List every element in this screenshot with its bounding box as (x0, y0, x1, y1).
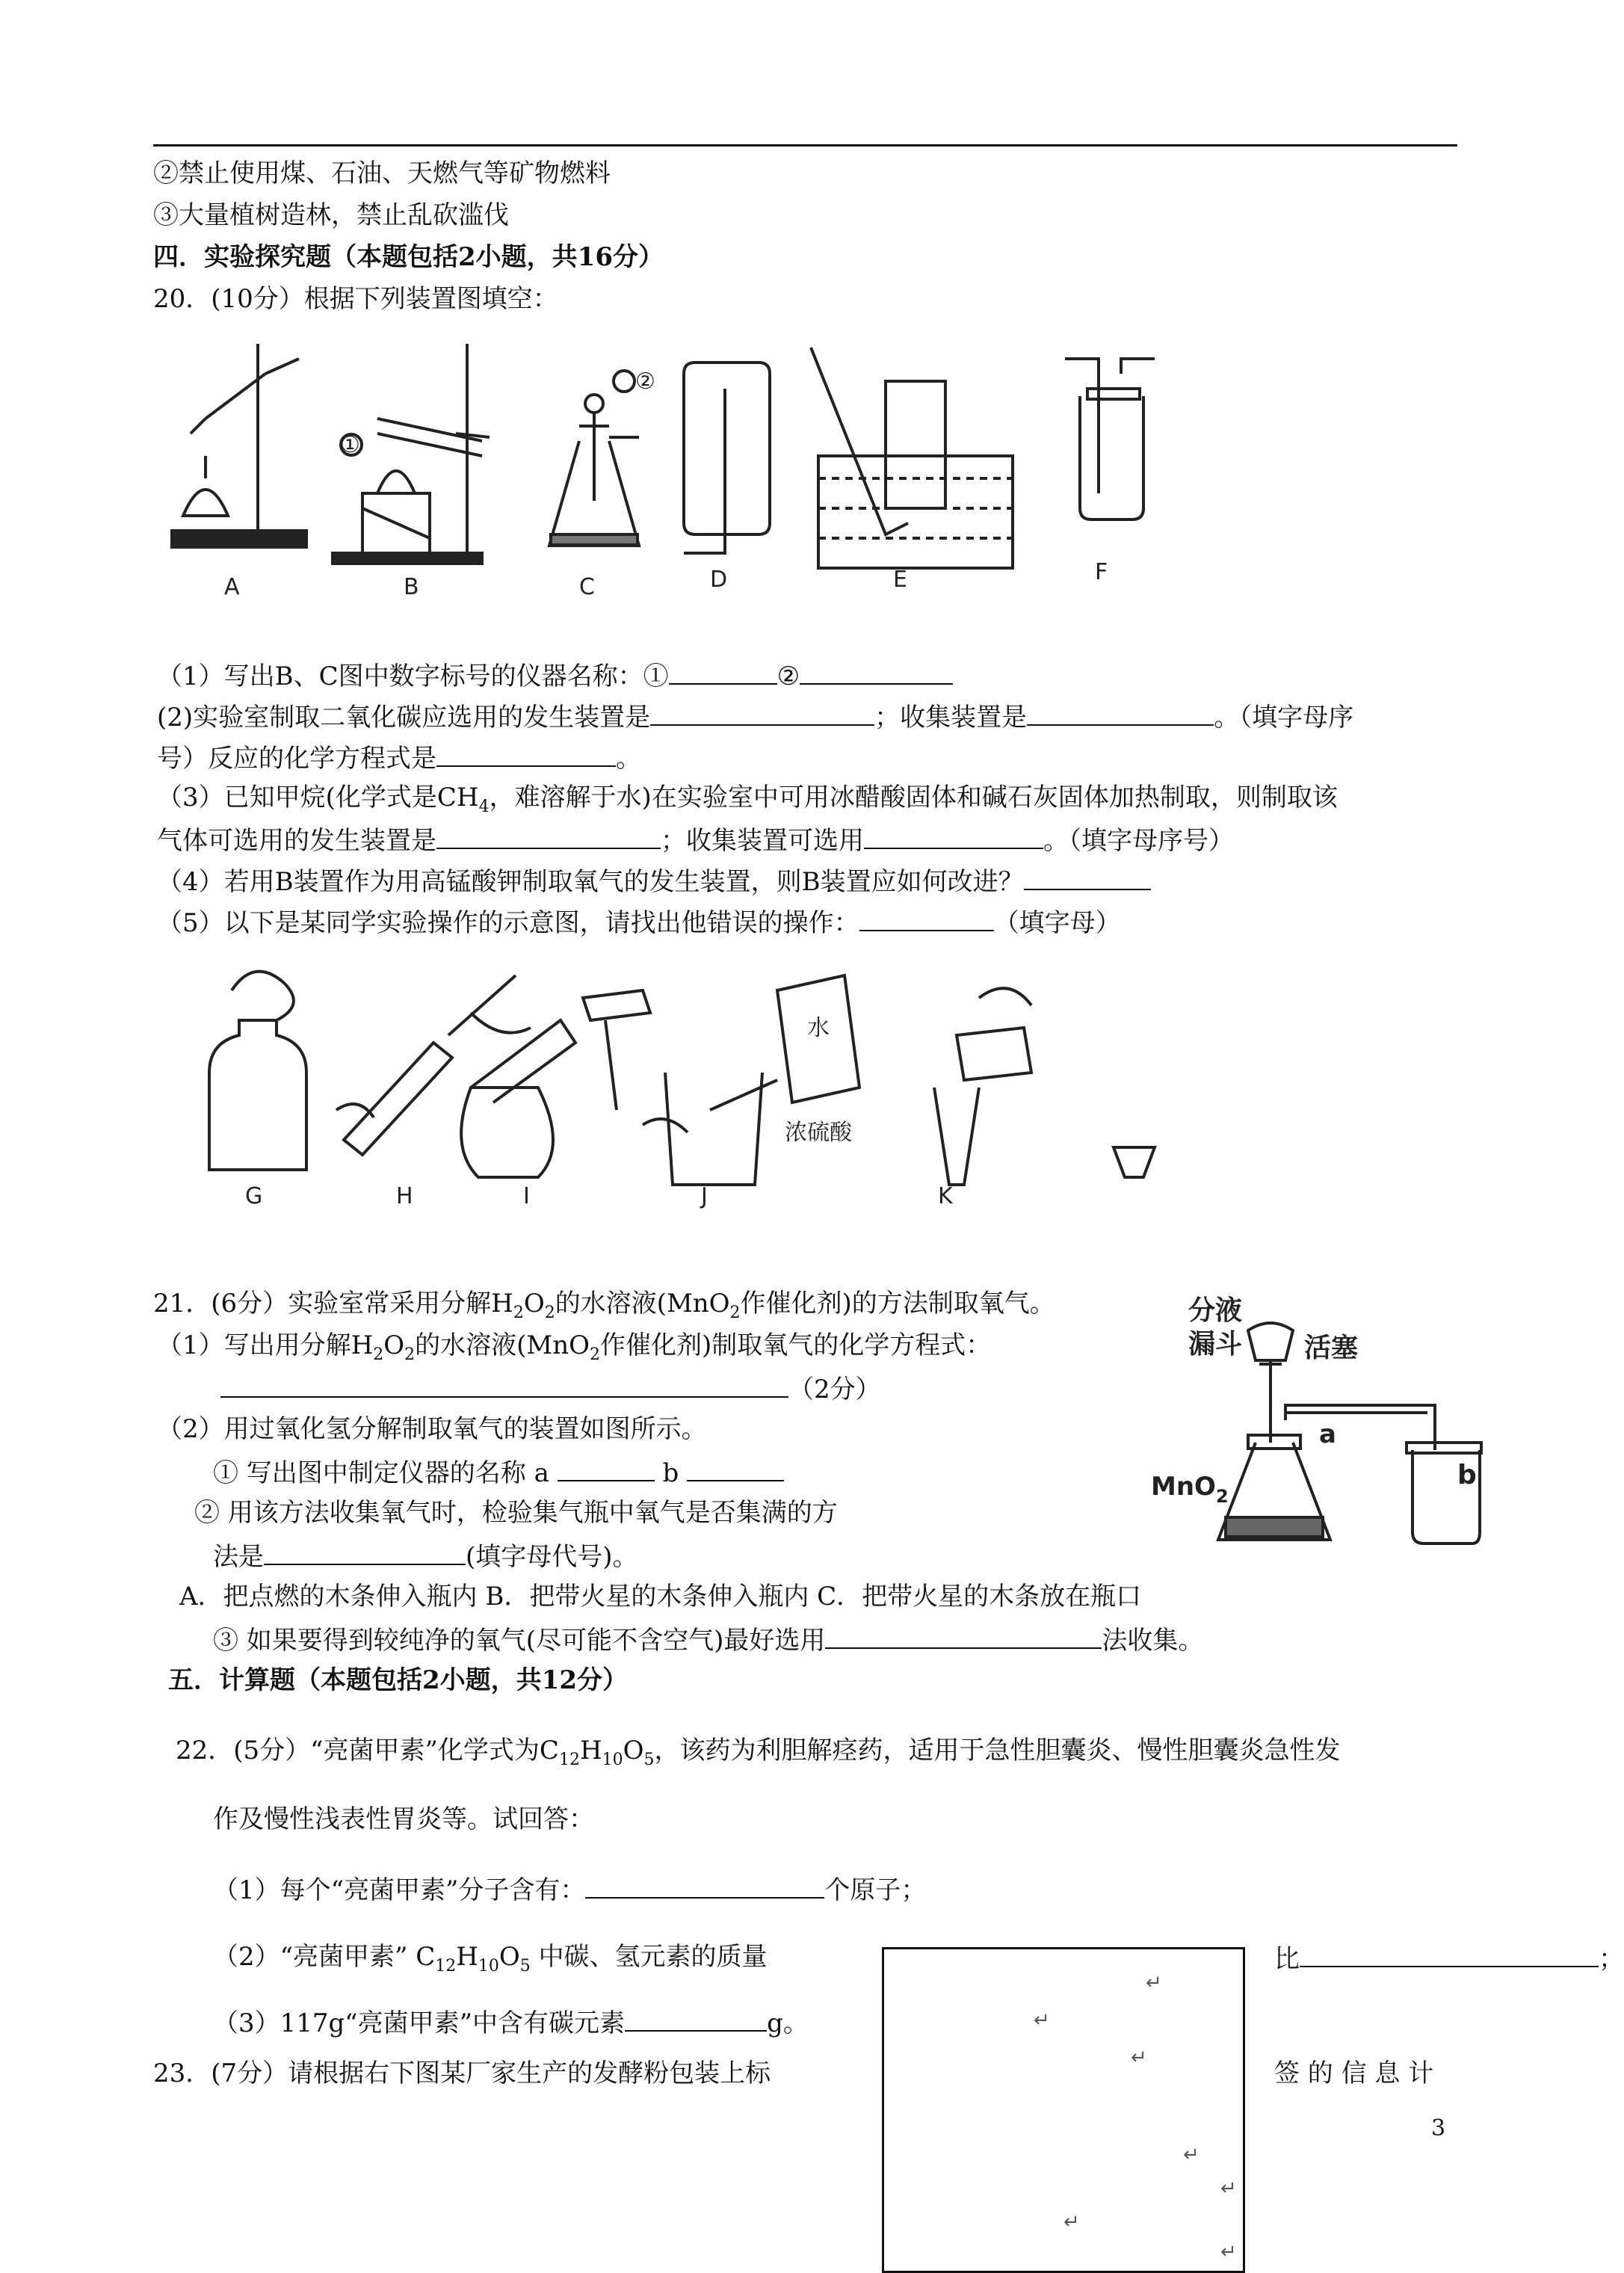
label-D: D (710, 567, 728, 593)
return-mark: ↵ (1146, 1972, 1162, 1994)
q20-part2-cont: 号）反应的化学方程式是 。 (157, 740, 641, 775)
q22-part2-end: 比 ； (1274, 1940, 1624, 1976)
funnel-label: 分液 (1188, 1295, 1243, 1326)
label-I: I (523, 1183, 530, 1209)
q22-part3: （3）117g“亮菌甲素”中含有碳元素 g。 (213, 2005, 809, 2040)
label-H: H (396, 1183, 413, 1209)
text-line: ②禁止使用煤、石油、天燃气等矿物燃料 (153, 158, 611, 188)
label-E: E (893, 567, 907, 593)
apparatus-figure (161, 329, 1177, 605)
q21-options: A．把点燃的木条伸入瓶内 B．把带火星的木条伸入瓶内 C．把带火星的木条放在瓶口 (179, 1582, 1142, 1612)
mno2-label: MnO$_2$ (1151, 1472, 1229, 1507)
q21-part1-answer: （2分） (220, 1371, 881, 1406)
q22-part2: （2）“亮菌甲素” $C_{12}H_{10}O_5$ 中碳、氢元素的质量 (213, 1942, 768, 1976)
q20-part3-cont: 气体可选用的发生装置是 ；收集装置可选用 。（填字母序号） (157, 822, 1234, 857)
section-heading: 五．计算题（本题包括2小题，共12分） (168, 1665, 628, 1695)
q21-part2-1: ① 写出图中制定仪器的名称 a b (213, 1455, 784, 1490)
label-J: J (701, 1183, 708, 1209)
q20-part5: （5）以下是某同学实验操作的示意图，请找出他错误的操作： （填字母） (157, 904, 1121, 940)
return-mark: ↵ (1220, 2177, 1237, 2200)
return-mark: ↵ (1034, 2009, 1050, 2032)
mark-1: ① (340, 432, 360, 458)
label-a: a (1319, 1419, 1336, 1449)
header-rule (153, 144, 1457, 147)
label-K: K (938, 1183, 953, 1209)
question-23: 23．(7分）请根据右下图某厂家生产的发酵粉包装上标 (153, 2058, 771, 2088)
q20-part3: （3）已知甲烷(化学式是$CH_4$，难溶解于水)在实验室中可用冰醋酸固体和碱石灰固体加热制取，则制取该 (157, 783, 1338, 816)
return-mark: ↵ (1063, 2211, 1080, 2233)
label-b: b (1457, 1460, 1477, 1490)
stopcock-label: 活塞 (1304, 1333, 1359, 1363)
question-22: 22．(5分）“亮菌甲素”化学式为$C_{12}H_{10}O_5$，该药为利胆解痉药，适用于急性胆囊炎、慢性胆囊炎急性发 (176, 1736, 1341, 1769)
q20-part1: （1）写出B、C图中数字标号的仪器名称：① ② (157, 658, 953, 693)
water-label: 水 (807, 1015, 830, 1041)
q21-part2-3: ③ 如果要得到较纯净的氧气(尽可能不含空气)最好选用 法收集。 (213, 1622, 1203, 1657)
label-A: A (224, 574, 240, 600)
label-G: G (245, 1183, 263, 1209)
q22-text-cont: 作及慢性浅表性胃炎等。试回答： (213, 1804, 594, 1834)
q21-part1: （1）写出用分解$H_2O_2$的水溶液(MnO$_2$作催化剂)制取氧气的化学方程式： (157, 1330, 992, 1364)
text-line: ③大量植树造林，禁止乱砍滥伐 (153, 200, 509, 230)
question-20: 20．(10分）根据下列装置图填空： (153, 284, 558, 314)
label-image-box (882, 1947, 1245, 2273)
funnel-label-2: 漏斗 (1188, 1329, 1243, 1360)
page-number: 3 (1431, 2115, 1446, 2141)
acid-label: 浓硫酸 (785, 1120, 852, 1146)
section-heading: 四．实验探究题（本题包括2小题，共16分） (153, 242, 664, 272)
q20-part4: （4）若用B装置作为用高锰酸钾制取氧气的发生装置，则B装置应如何改进？ (157, 863, 1151, 898)
question-21: 21．(6分）实验室常采用分解$H_2O_2$的水溶液(MnO$_2$作催化剂)的方法制取氧气。 (153, 1289, 1055, 1322)
q21-part2-2: ② 用该方法收集氧气时，检验集气瓶中氧气是否集满的方 (194, 1498, 838, 1528)
return-mark: ↵ (1220, 2241, 1237, 2263)
label-F: F (1095, 559, 1108, 585)
q21-part2-2-cont: 法是 (填字母代号)。 (213, 1538, 638, 1573)
q21-part2: （2）用过氧化氢分解制取氧气的装置如图所示。 (157, 1414, 707, 1444)
label-B: B (404, 574, 419, 600)
oxygen-apparatus-figure (1136, 1293, 1480, 1555)
q22-part1: （1）每个“亮菌甲素”分子含有： 个原子； (213, 1872, 926, 1907)
operations-figure (187, 960, 1293, 1207)
label-C: C (579, 574, 595, 600)
mark-2: ② (635, 368, 655, 395)
question-23-end: 签 的 信 息 计 (1274, 2058, 1434, 2088)
return-mark: ↵ (1131, 2047, 1147, 2069)
return-mark: ↵ (1183, 2144, 1200, 2166)
q20-part2: (2)实验室制取二氧化碳应选用的发生装置是 ；收集装置是 。（填字母序 (157, 699, 1353, 734)
